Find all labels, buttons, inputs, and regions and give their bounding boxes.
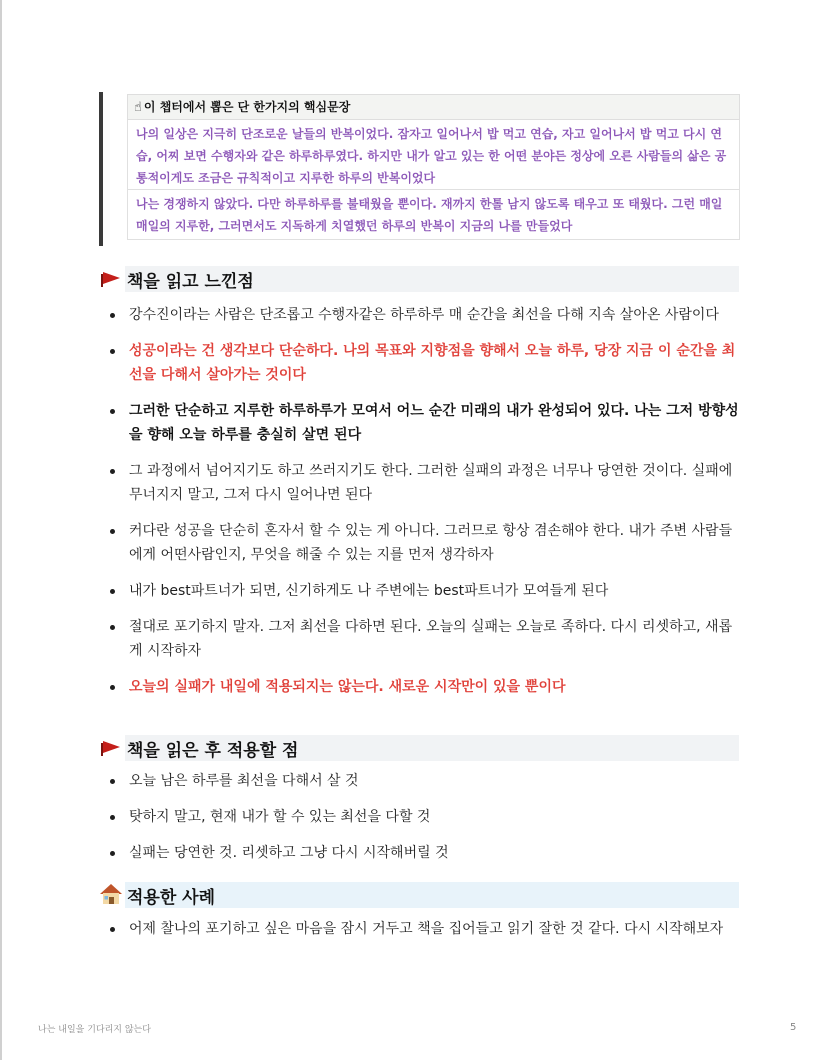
key-sentence-callout <box>99 92 743 246</box>
house-icon <box>99 882 125 908</box>
list-item: 성공이라는 건 생각보다 단순하다. 나의 목표와 지향점을 향해서 오늘 하루, 당장 지금 이 순간을 최선을 다해서 살아가는 것이다 <box>99 339 739 387</box>
list-item: 어제 찰나의 포기하고 싶은 마음을 잠시 거두고 책을 집어들고 읽기 잘한 것 같다. 다시 시작해보자 <box>99 917 739 941</box>
red-flag-icon <box>99 266 125 292</box>
list-item: 절대로 포기하지 말자. 그저 최선을 다하면 된다. 오늘의 실패는 오늘로 족하다. 다시 리셋하고, 새롭게 시작하자 <box>99 615 739 663</box>
section-heading-case <box>99 882 739 908</box>
section-heading-impressions <box>99 266 739 292</box>
list-item: 그 과정에서 넘어지기도 하고 쓰러지기도 한다. 그러한 실패의 과정은 너무나 당연한 것이다. 실패에 무너지지 말고, 그저 다시 일어나면 된다 <box>99 459 739 507</box>
red-flag-icon <box>99 735 125 761</box>
list-item: 오늘의 실패가 내일에 적용되지는 않는다. 새로운 시작만이 있을 뿐이다 <box>99 675 739 699</box>
list-item: 커다란 성공을 단순히 혼자서 할 수 있는 게 아니다. 그러므로 항상 겸손해야 한다. 내가 주변 사람들에게 어떤사람인지, 무엇을 해줄 수 있는 지를 먼저 생각하자 <box>99 519 739 567</box>
key-sentence-1: 나의 일상은 지극히 단조로운 날들의 반복이었다. 잠자고 일어나서 밥 먹고 연습, 자고 일어나서 밥 먹고 다시 연습, 어찌 보면 수행자와 같은 하루하루였다. 하지만 내가 알고 있는 한 어떤 분야든 정상에 오른 사람들의 삶은 공통적이게도 조금은 규칙적이고 지루한 하루의 반복이었다 <box>127 120 740 190</box>
section-title: 책을 읽은 후 적용할 점 <box>127 740 299 761</box>
key-sentence-2: 나는 경쟁하지 않았다. 다만 하루하루를 불태웠을 뿐이다. 재까지 한톨 남지 않도록 태우고 또 태웠다. 그런 매일매일의 지루한, 그러면서도 지독하게 치열했던 하루의 반복이 지금의 나를 만들었다 <box>127 190 740 240</box>
section-heading-apply <box>99 735 739 761</box>
list-item: 그러한 단순하고 지루한 하루하루가 모여서 어느 순간 미래의 내가 완성되어 있다. 나는 그저 방향성을 향해 오늘 하루를 충실히 살면 된다 <box>99 399 739 447</box>
footer-book-title: 나는 내일을 기다리지 않는다 <box>38 1025 151 1035</box>
list-item: 강수진이라는 사람은 단조롭고 수행자같은 하루하루 매 순간을 최선을 다해 지속 살아온 사람이다 <box>99 303 739 327</box>
callout-header <box>127 94 740 120</box>
list-item: 내가 best파트너가 되면, 신기하게도 나 주변에는 best파트너가 모여들게 된다 <box>99 579 739 603</box>
section-title: 적용한 사례 <box>127 887 216 908</box>
callout-header-text: 이 챕터에서 뽑은 단 한가지의 핵심문장 <box>143 100 351 114</box>
impressions-list <box>99 303 739 699</box>
heading-background <box>125 882 739 908</box>
apply-list <box>99 769 739 865</box>
page-edge <box>0 0 2 1060</box>
list-item: 탓하지 말고, 현재 내가 할 수 있는 최선을 다할 것 <box>99 805 739 829</box>
list-item: 실패는 당연한 것. 리셋하고 그냥 다시 시작해버릴 것 <box>99 841 739 865</box>
section-title: 책을 읽고 느낀점 <box>127 271 254 292</box>
case-list <box>99 917 739 941</box>
list-item: 오늘 남은 하루를 최선을 다해서 살 것 <box>99 769 739 793</box>
pointing-hand-icon: ☝ <box>134 100 142 115</box>
page-number: 5 <box>790 1022 797 1033</box>
